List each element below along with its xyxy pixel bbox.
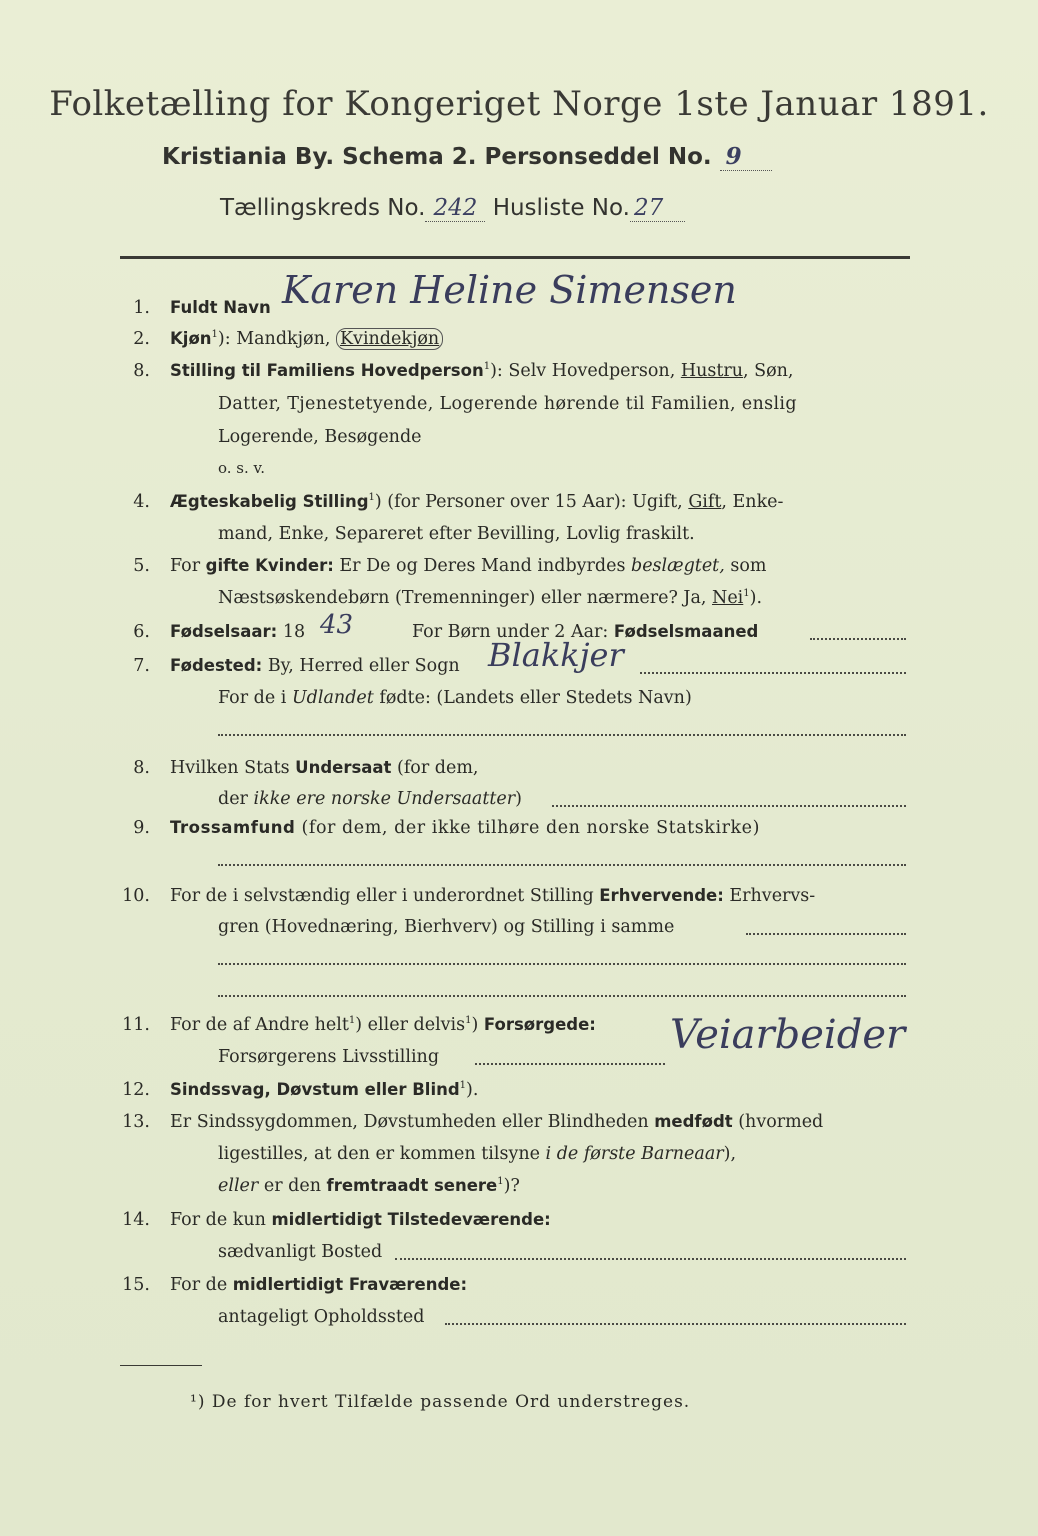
relation-selected: Nei (712, 588, 744, 608)
citizenship-field (170, 758, 479, 778)
gender-label: Kjøn (170, 329, 212, 348)
birthplace-foreign-line (218, 688, 692, 708)
footnote-mark: 1 (348, 1015, 356, 1027)
citizenship-line2-italic: ikke ere norske Undersaatter (253, 789, 516, 809)
congenital-field (170, 1112, 823, 1132)
item-number: 7. (133, 656, 150, 676)
gender-field (170, 329, 443, 349)
footnote-mark: 1 (483, 361, 491, 373)
birth-year-label: Fødselsaar: (170, 622, 278, 641)
birth-year-field (170, 622, 305, 642)
dotted-line (218, 963, 906, 965)
congenital-line3-end: )? (503, 1176, 520, 1196)
supported-label: Forsørgede: (483, 1015, 596, 1034)
dotted-line (218, 995, 906, 997)
dotted-line (218, 864, 906, 866)
congenital-text: Er Sindssygdommen, Døvstumheden eller Blindheden (170, 1112, 655, 1132)
citizenship-line2-end: ) (515, 789, 522, 809)
relation-end: ). (749, 588, 763, 608)
birthplace-value: Blakkjer (488, 636, 624, 674)
footnote-mark: 1 (459, 1080, 467, 1092)
family-position-options: ): Selv Hovedperson, (490, 361, 681, 381)
occupation-field (170, 886, 815, 906)
religion-field (170, 818, 760, 838)
husliste-label: Husliste No. (492, 195, 630, 221)
temp-present-text: For de kun (170, 1210, 272, 1230)
family-position-label: Stilling til Familiens Hovedperson (170, 361, 484, 380)
supporter-occupation-label: Forsørgerens Livsstilling (218, 1047, 440, 1067)
temp-absent-field (170, 1275, 467, 1295)
family-position-line2: Datter, Tjenestetyende, Logerende hørende til Familien, enslig (218, 394, 797, 414)
marital-status-options: ) (for Personer over 15 Aar): Ugift, (374, 492, 689, 512)
birth-year-prefix: 18 (277, 622, 306, 642)
occupation-text-end: Erhvervs- (723, 886, 816, 906)
congenital-label: medfødt (654, 1112, 733, 1131)
footnote: ¹) De for hvert Tilfælde passende Ord understreges. (190, 1392, 691, 1412)
congenital-line3-italic: eller (218, 1176, 259, 1196)
marital-status-options-end: , Enke- (721, 492, 784, 512)
gender-options: ): Mandkjøn, (217, 329, 336, 349)
item-number: 11. (122, 1015, 150, 1035)
full-name-label: Fuldt Navn (170, 298, 271, 317)
item-number: 13. (122, 1112, 150, 1132)
temp-absent-label: midlertidigt Fraværende: (232, 1275, 468, 1294)
item-number: 14. (122, 1210, 150, 1230)
dotted-leader (445, 1323, 906, 1325)
marital-status-label: Ægteskabelig Stilling (170, 492, 369, 511)
citizenship-line2-text: der (218, 789, 254, 809)
married-women-question: Er De og Deres Mand indbyrdes (333, 556, 631, 576)
item-number: 2. (133, 329, 150, 349)
foreign-text: For de i (218, 688, 292, 708)
temp-present-field (170, 1210, 551, 1230)
supported-text: For de af Andre helt (170, 1015, 349, 1035)
footnote-mark: 1 (465, 1015, 472, 1027)
disability-label: Sindssvag, Døvstum eller Blind (170, 1080, 460, 1099)
dotted-leader (746, 933, 906, 935)
item-number: 9. (133, 818, 150, 838)
religion-label: Trossamfund (170, 818, 296, 837)
occupation-label: Erhvervende: (599, 886, 724, 905)
citizenship-label: Undersaat (295, 758, 392, 777)
married-women-end: som (724, 556, 767, 576)
supported-field (170, 1015, 596, 1035)
congenital-line2-italic: i de første Barneaar (545, 1144, 724, 1164)
temp-absent-text: For de (170, 1275, 233, 1295)
family-position-line4: o. s. v. (218, 459, 265, 477)
marital-status-line2: mand, Enke, Separeret efter Bevilling, Lovlig fraskilt. (218, 524, 695, 544)
family-position-field (170, 361, 794, 381)
item-number: 8. (133, 758, 150, 778)
supported-text-end: ) (471, 1015, 484, 1035)
item-number: 1. (133, 298, 150, 318)
full-name-field (170, 298, 271, 318)
schema-line-label: Kristiania By. Schema 2. Personseddel No. (162, 144, 712, 170)
gender-selected: Kvindekjøn (336, 328, 443, 350)
dotted-leader (395, 1258, 906, 1260)
item-number: 6. (133, 622, 150, 642)
married-women-field (170, 556, 766, 576)
item-number: 12. (122, 1080, 150, 1100)
family-position-options-end: , Søn, (743, 361, 794, 381)
item-number: 5. (133, 556, 150, 576)
occupation-text: For de i selvstændig eller i underordnet Stilling (170, 886, 600, 906)
probable-residence-label: antageligt Opholdssted (218, 1307, 425, 1327)
citizenship-text-end: (for dem, (391, 758, 479, 778)
taellingskreds-label: Tællingskreds No. (220, 195, 426, 221)
footnote-mark: 1 (211, 329, 218, 341)
dotted-line (218, 734, 906, 736)
relation-question: Næstsøskendebørn (Tremenninger) eller nærmere? Ja, (218, 588, 713, 608)
family-position-selected: Hustru (680, 361, 744, 381)
birthplace-field (170, 656, 460, 676)
marital-status-field (170, 492, 783, 512)
header-rule (120, 256, 910, 259)
husliste-number: 27 (630, 195, 685, 222)
birth-month-text: For Børn under 2 Aar: (412, 622, 614, 642)
religion-text: (for dem, der ikke tilhøre den norske Statskirke) (295, 818, 760, 838)
schema-line (162, 143, 772, 170)
family-position-line3: Logerende, Besøgende (218, 427, 422, 447)
supported-text-mid: ) eller delvis (355, 1015, 466, 1035)
foreign-text-end: fødte: (Landets eller Stedets Navn) (373, 688, 692, 708)
dotted-leader (552, 805, 906, 807)
occupation-line2: gren (Hovednæring, Bierhverv) og Stilling i samme (218, 917, 675, 937)
disability-end: ). (466, 1080, 479, 1100)
congenital-text-end: (hvormed (732, 1112, 824, 1132)
congenital-line3-text: er den (258, 1176, 327, 1196)
usual-residence-label: sædvanligt Bosted (218, 1242, 383, 1262)
form-title: Folketælling for Kongeriget Norge 1ste Januar 1891. (49, 84, 989, 124)
footnote-mark: 1 (497, 1176, 504, 1188)
citizenship-line2 (218, 789, 522, 809)
birthplace-text: By, Herred eller Sogn (262, 656, 460, 676)
item-number: 10. (122, 886, 150, 906)
personseddel-number: 9 (720, 143, 772, 171)
married-women-italic: beslægtet, (631, 556, 725, 576)
supporter-occupation-value: Veiarbeider (670, 1012, 906, 1058)
birthplace-label: Fødested: (170, 656, 263, 675)
congenital-line2-end: ), (723, 1144, 737, 1164)
footnote-rule (120, 1365, 202, 1366)
disability-field (170, 1080, 478, 1100)
birth-year-value: 43 (320, 610, 354, 640)
married-women-text: For (170, 556, 206, 576)
married-women-label: gifte Kvinder: (205, 556, 334, 575)
citizenship-text: Hvilken Stats (170, 758, 296, 778)
dotted-leader (810, 638, 906, 640)
congenital-line2 (218, 1144, 736, 1164)
full-name-value: Karen Heline Simensen (282, 268, 737, 312)
married-women-line2: Næstsøskendebørn (Tremenninger) eller nærmere? Ja, Nei$^1$). (218, 588, 763, 608)
congenital-line3 (218, 1176, 520, 1196)
dotted-leader (640, 672, 906, 674)
item-number: 8. (133, 361, 150, 381)
marital-status-selected: Gift (688, 492, 722, 512)
birth-month-label: Fødselsmaaned (613, 622, 759, 641)
temp-present-label: midlertidigt Tilstedeværende: (271, 1210, 551, 1229)
foreign-italic: Udlandet (291, 688, 374, 708)
taellingskreds-number: 242 (425, 195, 485, 222)
dotted-leader (475, 1063, 665, 1065)
footnote-mark: 1 (368, 492, 375, 504)
district-line (220, 195, 685, 221)
item-number: 4. (133, 492, 150, 512)
congenital-line3-label: fremtraadt senere (326, 1176, 498, 1195)
item-number: 15. (122, 1275, 150, 1295)
congenital-line2-text: ligestilles, at den er kommen tilsyne (218, 1144, 546, 1164)
